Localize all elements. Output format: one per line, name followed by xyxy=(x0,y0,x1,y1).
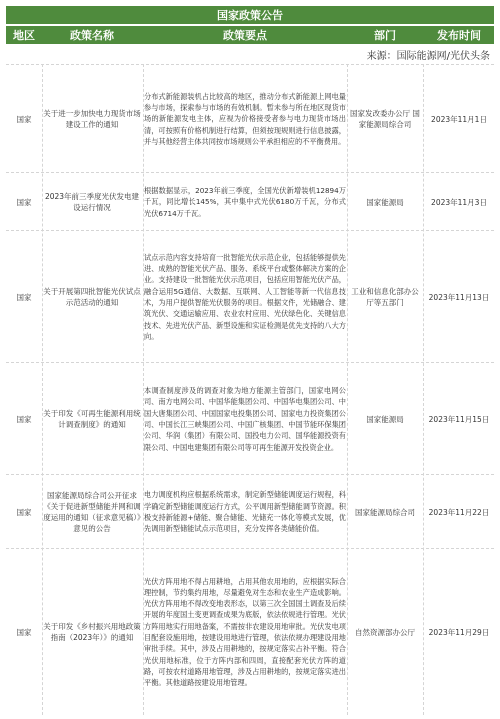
cell-policy-name: 关于进一步加快电力现货市场建设工作的通知 xyxy=(43,109,141,129)
cell-release-date: 2023年11月3日 xyxy=(431,197,487,207)
cell-policy-points xyxy=(144,173,346,231)
source-line xyxy=(6,47,494,63)
policy-points-text: 本调查制度涉及的调查对象为地方能源主管部门，国家电网公司、南方电网公司、中国华能集团公司、中国华电集团公司、中国大唐集团公司、中国国家电投集团公司、国家电力投资集团公司、中国长江三峡集团公司、中国广核集团、中国节能环保集团公司、华润（集团）有限公司、国投电力公司、国华能源投资有限公司、中国电建集团有限公司等可再生能源开发投资企业。 xyxy=(144,386,346,452)
header-region: 地区 xyxy=(13,29,35,42)
cell-policy-points xyxy=(144,549,346,715)
policy-points-text: 分布式新能源装机占比较高的地区，推动分布式新能源上网电量参与市场，探索参与市场的有效机制。暂未参与所在地区现货市场的新能源发电主体，应视为价格接受者参与电力现货市场出清，可按照有价格机制进行结算，但须按现规则进行信息披露，并与其他经营主体共同按市场规则公平承担相应的不平衡费用。 xyxy=(144,91,346,146)
header-row xyxy=(6,26,494,44)
cell-policy-points xyxy=(144,65,346,173)
cell-policy-name: 关于印发《乡村振兴用地政策指南（2023年）》的通知 xyxy=(43,622,141,642)
cell-release-date: 2023年11月1日 xyxy=(431,114,487,124)
cell-policy-points xyxy=(144,475,346,549)
cell-region: 国家 xyxy=(16,292,32,302)
cell-policy-name: 2023年前三季度光伏发电建设运行情况 xyxy=(44,192,140,212)
cell-release-date: 2023年11月22日 xyxy=(428,507,490,517)
cell-region: 国家 xyxy=(16,114,32,124)
header-policy-name: 政策名称 xyxy=(70,29,114,42)
cell-region: 国家 xyxy=(16,507,32,517)
table-row xyxy=(6,474,494,549)
table-row xyxy=(6,64,494,173)
header-department: 部门 xyxy=(374,29,396,42)
policy-points-text: 光伏方阵用地不得占用耕地，占用其他农用地的，应根据实际合理控制，节约集约用地，尽量避免对生态和农业生产造成影响。光伏方阵用地不得改变地表形态，以第三次全国国土调查及后续开展的年度国土变更调查成果为底版，依法依规进行管理。光伏方阵用地实行用地备案，不需按非农建设用地审批。光伏发电项目配套设施用地，按建设用地进行管理，依法依规办理建设用地审批手续。其中，涉及占用耕地的，按规定落实占补平衡。符合光伏用地标准，位于方阵内部和四周，直接配套光伏方阵的道路，可按农村道路用地管理，涉及占用耕地的，按规定落实进出平衡。其他道路按建设用地管理。 xyxy=(144,576,346,688)
header-release-date: 发布时间 xyxy=(437,29,481,42)
cell-policy-points xyxy=(144,363,346,475)
policy-points-text: 试点示范内容支持培育一批智能光伏示范企业，包括能够提供先进、成熟的智能光伏产品、服务、系统平台或整体解决方案的企业。支持建设一批智能光伏示范项目，包括应用智能光伏产品，融合运用5G通信、大数据、互联网、人工智能等新一代信息技术，为用户提供智能光伏服务的项目。根据文件，光储融合、建筑光伏、交通运输应用、农业农村应用、光伏绿色化、关键信息技术、先进光伏产品、新型设施和实证检测是优先支持的八大方向。 xyxy=(144,252,346,341)
cell-department: 国家能源局 xyxy=(366,414,404,424)
source-text: 来源：国际能源网/光伏头条 xyxy=(366,51,490,62)
table-title: 国家政策公告 xyxy=(6,6,494,24)
cell-policy-points xyxy=(144,231,346,363)
cell-region: 国家 xyxy=(16,414,32,424)
cell-region: 国家 xyxy=(16,197,32,207)
header-policy-points: 政策要点 xyxy=(223,29,267,42)
cell-release-date: 2023年11月15日 xyxy=(428,414,490,424)
table-row xyxy=(6,548,494,715)
cell-department: 国家能源局 xyxy=(366,197,404,207)
policy-points-text: 根据数据显示，2023年前三季度，全国光伏新增装机12894万千瓦，同比增长145%，其中集中式光伏6180万千瓦，分布式光伏6714万千瓦。 xyxy=(144,186,346,218)
table-row xyxy=(6,362,494,475)
cell-department: 工业和信息化部办公厅等五部门 xyxy=(351,287,419,307)
cell-release-date: 2023年11月13日 xyxy=(428,292,490,302)
cell-department: 自然资源部办公厅 xyxy=(355,627,415,637)
cell-department: 国家能源局综合司 xyxy=(355,507,415,517)
cell-policy-name: 关于开展第四批智能光伏试点示范活动的通知 xyxy=(43,287,141,307)
cell-department: 国家发改委办公厅 国家能源局综合司 xyxy=(350,109,420,129)
policy-points-text: 电力调度机构应根据系统需求，制定新型储能调度运行规程，科学确定新型储能调度运行方式，公平调用新型储能调节资源。积极支持新能源+储能、聚合储能、光储充一体化等模式发展，优先调用新型储能试点示范项目，充分发挥各类储能价值。 xyxy=(144,490,346,534)
table-row xyxy=(6,230,494,363)
cell-release-date: 2023年11月29日 xyxy=(428,627,490,637)
cell-policy-name: 关于印发《可再生能源利用统计调查制度》的通知 xyxy=(43,409,141,429)
cell-policy-name: 国家能源局综合司公开征求《关于促进新型储能并网和调度运用的通知（征求意见稿）》意见的公告 xyxy=(43,491,141,533)
cell-region: 国家 xyxy=(16,627,32,637)
table-row xyxy=(6,172,494,231)
